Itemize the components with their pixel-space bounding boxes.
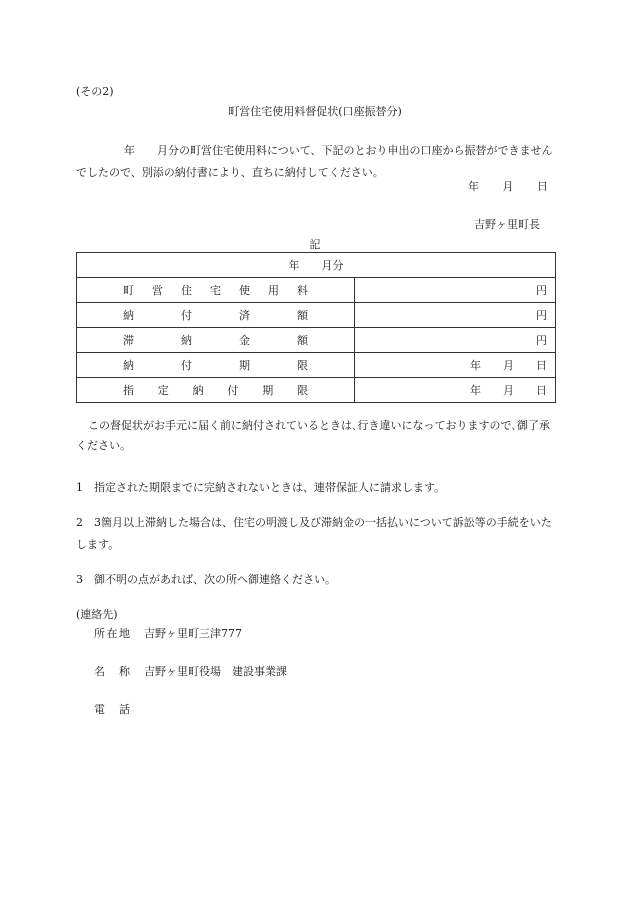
table-header [77,253,556,278]
contact-phone [94,704,144,715]
address-value: 吉野ヶ里町三津777 [144,627,242,640]
series-number: (その2) [76,85,114,98]
row-value-due-date: 年 月 日 [355,353,556,378]
intro-paragraph: 年 月分の町営住宅使用料について、下記のとおり申出の口座から振替ができませんでしたので、別添の納付書により、直ちに納付してください。 [76,144,553,179]
contact-address [94,628,242,639]
item-text: 指定された期限までに完納されないときは、連帯保証人に請求します。 [94,481,446,494]
ki-heading: 記 [309,238,321,251]
table-row [77,378,556,403]
row-label-paid: 納 付 済 額 [77,303,355,328]
row-value-designated-due-date: 年 月 日 [355,378,556,403]
document-title: 町営住宅使用料督促状(口座振替分) [228,105,402,118]
row-value-arrears: 円 [355,328,556,353]
list-item [76,569,554,591]
name-value: 吉野ヶ里町役場 建設事業課 [144,665,287,678]
phone-label: 電 話 [94,703,130,716]
table-row [77,328,556,353]
header-year: 年 [288,259,300,272]
table-row [77,303,556,328]
table-row [77,353,556,378]
table-row [77,278,556,303]
row-label-usage-fee: 町 営 住 宅 使 用 料 [77,278,355,303]
list-item [76,512,554,556]
issue-date [468,181,548,192]
row-label-due-date: 納 付 期 限 [77,353,355,378]
item-text: 3箇月以上滞納した場合は、住宅の明渡し及び滞納金の一括払いについて訴訟等の手続をいたします。 [76,516,552,551]
date-day: 日 [537,180,548,193]
date-year: 年 [468,180,479,193]
item-number: 2 [76,516,83,529]
row-label-arrears: 滞 納 金 額 [77,328,355,353]
note-paragraph: この督促状がお手元に届く前に納付されているときは､行き違いになっておりますので､御了承ください。 [76,419,550,452]
name-label: 名 称 [94,665,130,678]
list-item [76,477,554,499]
item-text: 御不明の点があれば、次の所へ御連絡ください。 [94,573,336,586]
table-header-row [77,253,556,278]
contact-name [94,666,287,677]
row-value-usage-fee: 円 [355,278,556,303]
detail-table [76,252,556,403]
row-label-designated-due-date: 指 定 納 付 期 限 [77,378,355,403]
address-label: 所 在 地 [94,627,130,640]
date-month: 月 [502,180,514,193]
header-month: 月分 [321,259,344,272]
issuer-name: 吉野ヶ里町長 [474,218,540,231]
item-number: 3 [76,573,83,586]
item-number: 1 [76,481,83,494]
contact-heading: (連絡先) [76,608,118,621]
row-value-paid: 円 [355,303,556,328]
